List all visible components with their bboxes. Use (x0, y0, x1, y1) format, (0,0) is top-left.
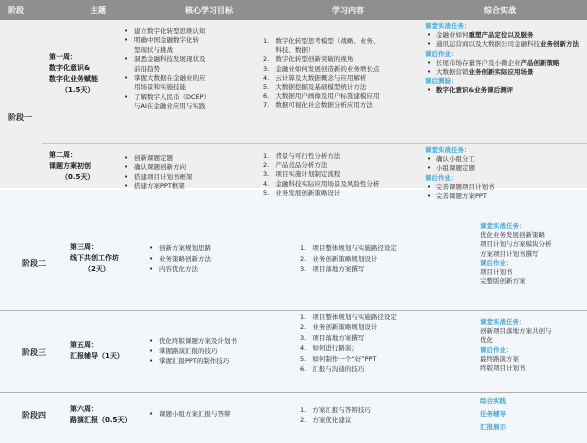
practice-heading: 综合实践 (480, 397, 506, 405)
content-list (300, 243, 440, 275)
practice-item: 终版项目计划书 (480, 364, 526, 373)
week-theme: 第五周： 汇报辅导（1天） (70, 341, 124, 360)
practice-block (480, 222, 585, 286)
content-item: 1. 项目整体规划与实施路径设定 (300, 244, 397, 252)
week-theme: 第二周： 课题方案初创 （0.5天） (49, 151, 95, 181)
content-item: 3. 金融业如何发展创造新的业务增长点 (263, 64, 380, 73)
content-item: 7. 数据可视化社会数据分析应用方法 (263, 101, 373, 110)
practice-item: 方案项目计划书撰写 (480, 249, 539, 258)
list-item: • 业务策略创新方法 (148, 254, 278, 265)
content-item: 1. 方案汇报与答辩技巧 (300, 406, 371, 414)
content-item: 4. 如何进行路演； (300, 344, 358, 353)
practice-item: • 金融业如何重塑产品定位以及服务 (425, 31, 585, 40)
stage-label: 阶段二 (22, 259, 46, 268)
content-list (300, 312, 440, 374)
practice-item: 优化 (480, 336, 493, 345)
content-item: 2. 业务创新策略规划设计 (300, 323, 378, 332)
list-item: 用场景和实施技能 (134, 83, 186, 92)
list-item: 型现状与挑战 (134, 45, 173, 54)
stage-label: 阶段三 (22, 348, 46, 357)
practice-heading: 课堂实战任务： (425, 22, 471, 30)
practice-heading: 课后测验： (425, 77, 458, 86)
content-item: 1. 背景与可行性分析方法 (263, 152, 341, 160)
row-divider (42, 143, 587, 144)
list-item: • 内容优化方法 (148, 264, 278, 275)
practice-block (425, 146, 585, 201)
practice-heading: 课后作业： (425, 173, 458, 182)
goals-list (148, 336, 278, 366)
practice-heading: 课堂实战任务： (425, 146, 471, 154)
list-item: • 优化终版课题方案及计划书 (148, 336, 278, 346)
list-item: • 课题小组方案汇报与答辩 (148, 410, 278, 419)
practice-heading: 任务辅导 (480, 409, 506, 418)
list-item: • 洞悉金融科技发展现状及 (123, 55, 251, 64)
practice-heading: 课后作业： (480, 258, 513, 267)
content-item: 科技、数据） (263, 46, 315, 55)
practice-item: 创新项目落地方案共创与 (480, 327, 552, 336)
week-theme: 第六周： 路演汇报（0.5天） (70, 405, 132, 424)
header-practice: 综合实战 (484, 6, 516, 15)
practice-heading: 汇报展示 (480, 422, 506, 431)
list-item: • 确认课题创新方向 (123, 163, 251, 172)
header-content: 学习内容 (332, 6, 364, 15)
stage-label: 阶段四 (22, 411, 46, 420)
practice-item: • 大数据营销业务创新实际应用场景 (425, 68, 585, 77)
list-item: • 搭建项目计划书框架 (123, 173, 251, 182)
list-item: 与AI在金融业应用与实践 (134, 102, 206, 111)
content-item: 3. 项目落地方案撰写 (300, 333, 365, 342)
list-item: • 了解数字人民币（DCEP） (123, 93, 251, 102)
content-item: 2. 产品竞品分析方法 (263, 161, 328, 170)
practice-item: 项目计划与方案模块分析 (480, 240, 552, 249)
goals-list (148, 243, 278, 275)
practice-block (480, 395, 585, 433)
content-list (263, 152, 423, 198)
practice-heading: 课堂实战任务： (480, 318, 526, 326)
list-item: 前沿趋势 (134, 64, 160, 73)
list-item: • 建立数字化转型思维认知 (123, 27, 251, 36)
table-header (0, 0, 587, 20)
practice-item: 项目计划书 (480, 268, 513, 277)
practice-heading: 课后作业： (480, 345, 513, 354)
content-item: 6. 大数据用户画像及用户标签建模应用 (263, 92, 380, 101)
list-item: • 创新方案规划思路 (148, 243, 278, 254)
content-item: 1. 项目整体规划与实施路径设定 (300, 313, 397, 321)
list-item: • 掌握路演汇报的技巧 (148, 346, 278, 356)
content-item: 4. 金融科技实际应用场景及风险性分析 (263, 179, 380, 188)
content-item: 2. 方案优化建议 (300, 416, 352, 425)
header-goals: 核心学习目标 (185, 6, 233, 15)
practice-item: • 小组课题定题 (425, 164, 585, 173)
content-item: 2. 业务创新策略规划设计 (300, 254, 378, 263)
week-theme: 第三周： 线下共创工作坊 （2天） (70, 243, 119, 273)
practice-item: 完整版创新方案 (480, 277, 526, 286)
practice-block (425, 22, 585, 96)
row-divider (0, 392, 587, 393)
content-item: 2. 数字化转型创新突破的视角 (263, 55, 354, 64)
practice-item: • 完善课题方案PPT (425, 192, 585, 201)
content-item: 4. 云计算及大数据概念与应用解析 (263, 73, 367, 82)
content-list (300, 405, 440, 426)
practice-item: 优化业务发展创新策略 (480, 231, 545, 240)
content-item: 1. 数字化转型思考模型（战略、业务、 (263, 37, 380, 45)
practice-item: 最终路演方案 (480, 354, 519, 363)
header-theme: 主题 (90, 6, 106, 15)
week-theme: 第一周： 数字化意识& 数字化业务赋能 （1.5天） (49, 53, 98, 94)
practice-heading: 课堂实战任务： (480, 222, 526, 230)
stage-label: 阶段一 (8, 113, 32, 122)
practice-block (480, 318, 585, 373)
list-item: • 创新课题定题 (123, 154, 251, 163)
goals-list (123, 27, 251, 112)
practice-heading: 课后作业： (425, 49, 458, 58)
practice-item: • 通讯运营商以及大数据公司金融科技业务创新方法 (425, 40, 585, 49)
content-item: 3. 项目实施计划制定流程 (263, 170, 341, 179)
practice-item: • 完善课题项目计划书 (425, 183, 585, 192)
practice-item: • 确认小组分工 (425, 155, 585, 164)
practice-item: • 长尾市场存量客户及小微企业产品创新策略 (425, 59, 585, 68)
list-item: • 明确中国金融数字化转 (123, 36, 251, 45)
goals-list (123, 154, 251, 192)
header-stage: 阶段 (8, 6, 24, 15)
content-item: 5. 大数据挖掘及基础模型统计方法 (263, 83, 367, 92)
list-item: • 掌握大数据在金融业的应 (123, 74, 251, 83)
list-item: • 掌握汇报PPT的制作技巧 (148, 356, 278, 366)
practice-item: • 数字化意识&业务课后测评 (425, 86, 585, 95)
list-item: • 搭建方案PPT框架 (123, 182, 251, 191)
row-divider (0, 310, 587, 311)
content-item: 3. 项目落地方案撰写 (300, 265, 365, 274)
content-item: 5. 业务发展创新策略设计 (263, 188, 341, 197)
content-list (263, 37, 415, 111)
content-item: 6. 汇报与沟通的技巧 (300, 365, 365, 374)
goals-list (148, 410, 278, 419)
content-item: 5. 如何制作一个“好”PPT (300, 354, 377, 363)
